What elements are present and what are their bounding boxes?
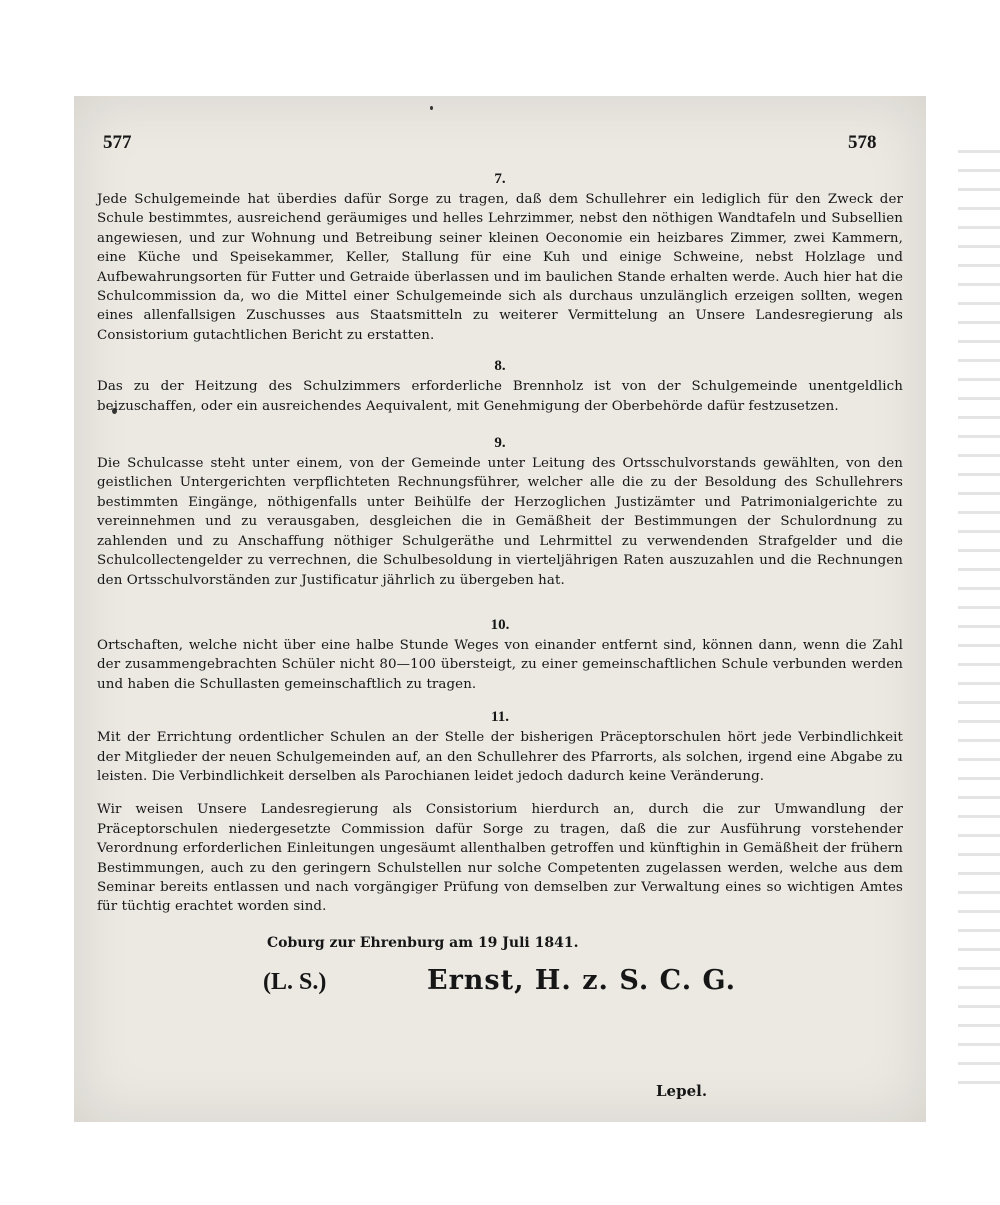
dateline: Coburg zur Ehrenburg am 19 Juli 1841.: [267, 934, 579, 951]
page-number-left: 577: [103, 132, 132, 153]
section-7-text: Jede Schulgemeinde hat überdies dafür Sorge zu tragen, daß dem Schullehrer ein lediglich für den Zweck der Schule bestimmtes, ausreichend geräumiges und helles Lehrzimmer, nebst den nöthigen Wandtafeln und Subsellien angewiesen, und zur Wohnung und Betreibung seiner kleinen Oeconomie ein heizbares Zimmer, zwei Kammern, eine Küche und Speisekammer, Keller, Stallung für eine Kuh und einige Schweine, nebst Holzlage und Aufbewahrungsorten für Futter und Getraide überlassen und im baulichen Stande erhalten werde. Auch hier hat die Schulcommission da, wo die Mittel einer Schulgemeinde sich als durchaus unzulänglich erzeigen sollten, wegen eines allenfallsigen Zuschusses aus Staatsmitteln zu weiterer Vermittelung an Unsere Landesregierung als Consistorium gutachtlichen Bericht zu erstatten.: [97, 192, 903, 343]
section-9-text: Die Schulcasse steht unter einem, von der Gemeinde unter Leitung des Ortsschulvorstands gewählten, von den geistlichen Untergerichten verpflichteten Rechnungsführer, welcher alle die zu der Besoldung des Schullehrers bestimmten Eingänge, nöthigenfalls unter Beihülfe der Herzoglichen Justizämter und Patrimonialgerichte zu vereinnehmen und zu verausgaben, desgleichen die in Gemäßheit der Bestimmungen der Schulordnung zu zahlenden und zu Anschaffung nöthiger Schulgeräthe und Lehrmittel zu verwendenden Strafgelder und die Schulcollectengelder zu verrechnen, die Schulbesoldung in vierteljährigen Raten auszuzahlen und die Rechnungen den Ortsschulvorständen zur Justificatur jährlich zu übergeben hat.: [97, 456, 903, 588]
facing-page-edge: [958, 150, 1000, 1090]
page-number-right: 578: [848, 132, 877, 153]
section-number-10: 10.: [490, 616, 510, 633]
seal-mark: (L. S.): [263, 968, 327, 995]
ducal-signature: Ernst, H. z. S. C. G.: [427, 964, 736, 996]
signature-row: [97, 964, 903, 1009]
section-8-text: Das zu der Heitzung des Schulzimmers erforderliche Brennholz ist von der Schulgemeinde unentgeldlich beizuschaffen, oder ein ausreichendes Aequivalent, mit Genehmigung der Oberbehörde dafür festzusetzen.: [97, 379, 903, 414]
document-body: [97, 170, 903, 1009]
closing-paragraph: Wir weisen Unsere Landesregierung als Consistorium hierdurch an, durch die zur Umwandlung der Präceptorschulen niedergesetzte Commission dafür Sorge zu tragen, daß die zur Ausführung vorstehender Verordnung erforderlichen Einleitungen ungesäumt allenthalben getroffen und künftighin in Gemäßheit der frühern Bestimmungen, auch zu den geringern Schulstellen nur solche Competenten zugelassen werden, welche aus dem Seminar bereits entlassen und nach vorgängiger Prüfung von demselben zur Verwaltung eines so wichtigen Amtes für tüchtig erachtet worden sind.: [97, 802, 903, 915]
section-11-text: Mit der Errichtung ordentlicher Schulen an der Stelle der bisherigen Präceptorschulen hört jede Verbindlichkeit der Mitglieder der neuen Schulgemeinden auf, an den Schullehrer des Pfarrorts, als solchen, irgend eine Abgabe zu leisten. Die Verbindlichkeit derselben als Parochianen leidet jedoch dadurch keine Veränderung.: [97, 730, 903, 784]
countersignature: Lepel.: [656, 1082, 708, 1100]
section-number-8: 8.: [494, 358, 506, 375]
section-number-7: 7.: [494, 171, 506, 187]
section-number-9: 9.: [494, 435, 506, 452]
section-10-text: Ortschaften, welche nicht über eine halbe Stunde Weges von einander entfernt sind, können dann, wenn die Zahl der zusammengebrachten Schüler nicht 80—100 übersteigt, zu einer gemeinschaftlichen Schule verbunden werden und haben die Schullasten gemeinschaftlich zu tragen.: [97, 637, 903, 692]
scan-speck: [430, 106, 433, 110]
section-number-11: 11.: [491, 709, 509, 726]
